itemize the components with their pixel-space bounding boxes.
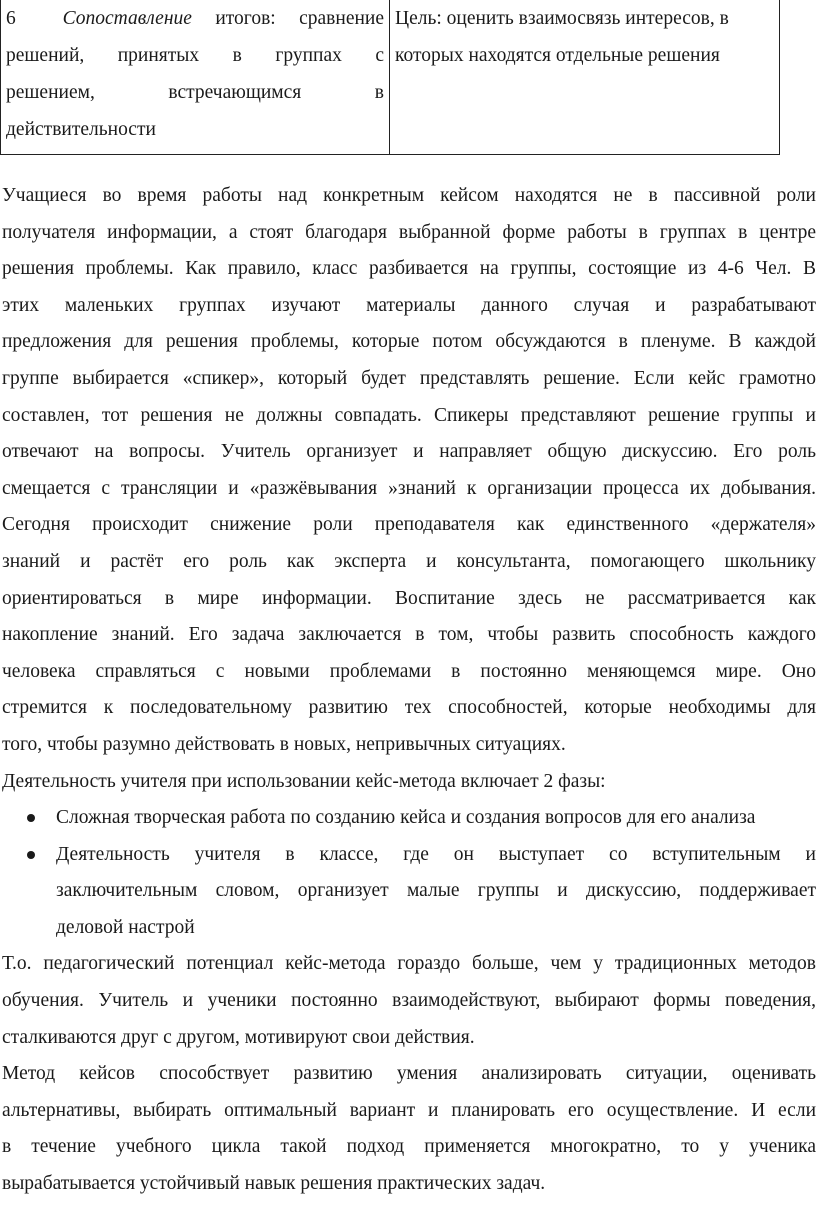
paragraph-potential-line: сталкиваются друг с другом, мотивируют свои действия. — [2, 1026, 475, 1048]
stage-text: итогов: сравнение — [215, 8, 385, 29]
paragraph-teacher-activity — [2, 764, 816, 801]
paragraph-students-line: накопление знаний. Его задача заключается в том, чтобы развить способность каждого — [2, 624, 816, 646]
paragraph-students — [2, 178, 816, 764]
paragraph-students-line: смещается с трансляции и «разжёвывания »знаний к организации процесса их добывания. — [2, 477, 816, 499]
table-row — [1, 0, 780, 155]
stage-line-2: решений, принятых в группах с — [6, 45, 384, 66]
paragraph-case-method-line: вырабатывается устойчивый навык решения практических задач. — [2, 1173, 546, 1195]
paragraph-students-line: этих маленьких группах изучают материалы данного случая и разрабатывают — [2, 294, 816, 316]
bullet-text-line: Сложная творческая работа по созданию кейса и создания вопросов для его анализа — [56, 807, 756, 829]
bullet-dot-icon — [27, 814, 35, 822]
paragraph-students-line: предложения для решения проблемы, которые потом обсуждаются в пленуме. В каждой — [2, 331, 816, 353]
paragraph-students-line: составлен, тот решения не должны совпадать. Спикеры представляют решение группы и — [2, 404, 816, 426]
bullet-text-line: заключительным словом, организует малые группы и дискуссию, поддерживает — [56, 880, 816, 902]
paragraph-case-method-line: в течение учебного цикла такой подход применяется многократно, то у ученика — [2, 1136, 816, 1158]
table-cell-goal — [390, 0, 780, 155]
paragraph-students-line: стремится к последовательному развитию тех способностей, которые необходимы для — [2, 697, 816, 719]
table-cell-stage — [1, 0, 390, 155]
paragraph-case-method-line: Метод кейсов способствует развитию умения анализировать ситуации, оценивать — [2, 1063, 816, 1085]
paragraph-students-line: отвечают на вопросы. Учитель организует и направляет общую дискуссию. Его роль — [2, 441, 816, 463]
bullet-dot-icon — [27, 851, 35, 859]
stage-line-3: решением, встречающимся в — [6, 82, 384, 103]
paragraph-students-line: человека справляться с новыми проблемами в постоянно меняющемся мире. Оно — [2, 660, 816, 682]
list-item — [2, 837, 816, 947]
bullet-list — [2, 800, 816, 946]
goal-line-2: которых находятся отдельные решения — [395, 45, 720, 66]
body-text — [2, 178, 816, 1203]
stage-term: Сопоставление — [62, 8, 192, 29]
bullet-text-line: деловой настрой — [56, 916, 195, 938]
bullet-text-line: Деятельность учителя в классе, где он выступает со вступительным и — [56, 843, 816, 865]
paragraph-students-line: Сегодня происходит снижение роли преподавателя как единственного «держателя» — [2, 514, 816, 536]
paragraph-students-line: решения проблемы. Как правило, класс разбивается на группы, состоящие из 4-6 Чел. В — [2, 258, 816, 280]
paragraph-potential-line: обучения. Учитель и ученики постоянно взаимодействуют, выбирают формы поведения, — [2, 990, 816, 1012]
paragraph-case-method-line: альтернативы, выбирать оптимальный вариант и планировать его осуществление. И если — [2, 1099, 816, 1121]
paragraph-students-line: получателя информации, а стоят благодаря выбранной форме работы в группах в центре — [2, 221, 816, 243]
paragraph-students-line: знаний и растёт его роль как эксперта и консультанта, помогающего школьнику — [2, 550, 816, 572]
paragraph-students-line: группе выбирается «спикер», который будет представлять решение. Если кейс грамотно — [2, 367, 816, 389]
paragraph-students-line: того, чтобы разумно действовать в новых, непривычных ситуациях. — [2, 733, 566, 755]
stage-table — [0, 0, 780, 155]
paragraph-students-line: Учащиеся во время работы над конкретным кейсом находятся не в пассивной роли — [2, 185, 816, 206]
paragraph-potential-line: Т.о. педагогический потенциал кейс-метода гораздо больше, чем у традиционных методов — [2, 953, 816, 975]
paragraph-teacher-activity-text: Деятельность учителя при использовании кейс-метода включает 2 фазы: — [2, 770, 606, 792]
paragraph-students-line: ориентироваться в мире информации. Воспитание здесь не рассматривается как — [2, 587, 816, 609]
paragraph-case-method — [2, 1056, 816, 1202]
list-item — [2, 800, 816, 837]
stage-line-4: действительности — [6, 119, 156, 140]
stage-line-1 — [6, 0, 384, 37]
goal-line-1: Цель: оценить взаимосвязь интересов, в — [395, 8, 729, 29]
stage-number: 6 — [6, 8, 16, 29]
paragraph-potential — [2, 946, 816, 1056]
